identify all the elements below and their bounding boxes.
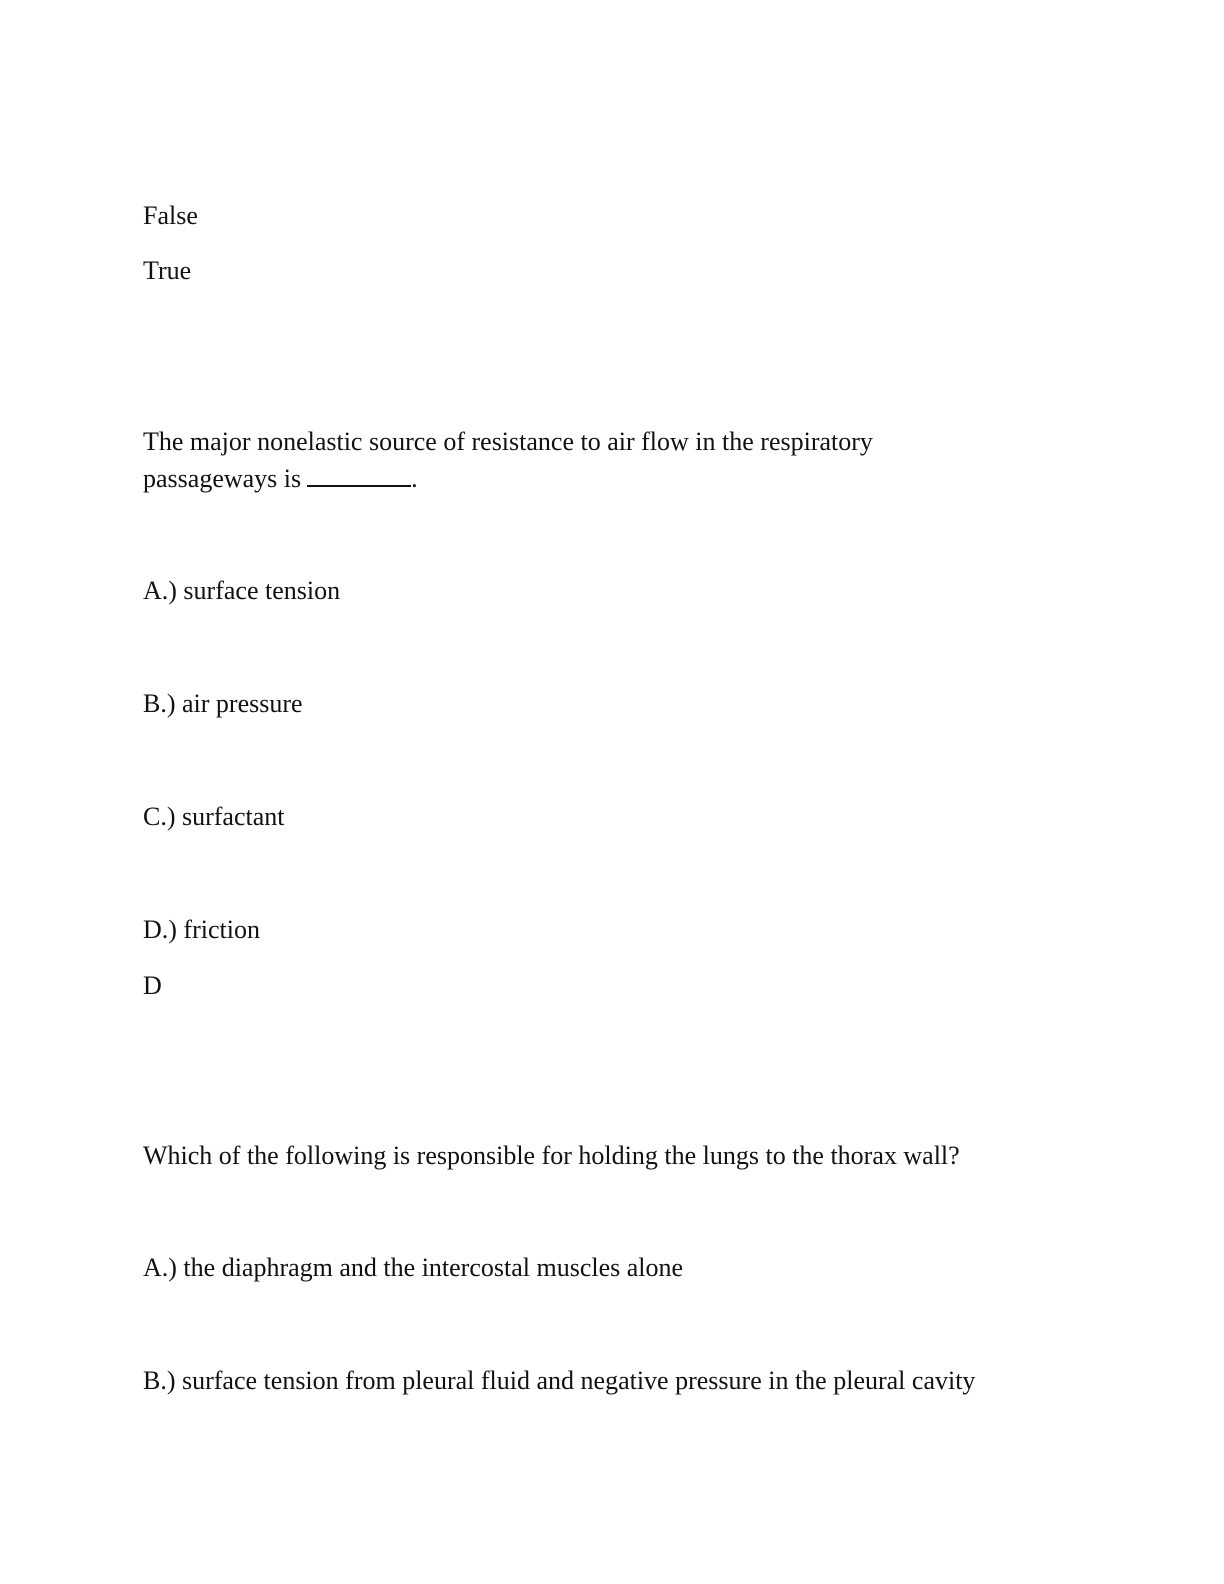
question-1-text-line-2 bbox=[143, 460, 418, 497]
fill-in-blank bbox=[307, 463, 411, 487]
question-1-text-line-2-end: . bbox=[411, 464, 418, 493]
question-2-text: Which of the following is responsible for holding the lungs to the thorax wall? bbox=[143, 1141, 960, 1170]
question-1-option-a: A.) surface tension bbox=[143, 576, 341, 605]
question-1-answer: D bbox=[143, 971, 162, 1000]
question-1-option-c: C.) surfactant bbox=[143, 802, 285, 831]
option-true-text: True bbox=[143, 256, 192, 285]
question-2-option-b: B.) surface tension from pleural fluid and negative pressure in the pleural cavity bbox=[143, 1366, 976, 1395]
question-1-option-b: B.) air pressure bbox=[143, 689, 303, 718]
option-false-text: False bbox=[143, 201, 198, 230]
question-1-text-line-1: The major nonelastic source of resistance to air flow in the respiratory bbox=[143, 427, 873, 456]
question-2-option-a: A.) the diaphragm and the intercostal muscles alone bbox=[143, 1253, 684, 1282]
question-1-text-line-2-start: passageways is bbox=[143, 464, 302, 493]
question-1-option-d: D.) friction bbox=[143, 915, 260, 944]
